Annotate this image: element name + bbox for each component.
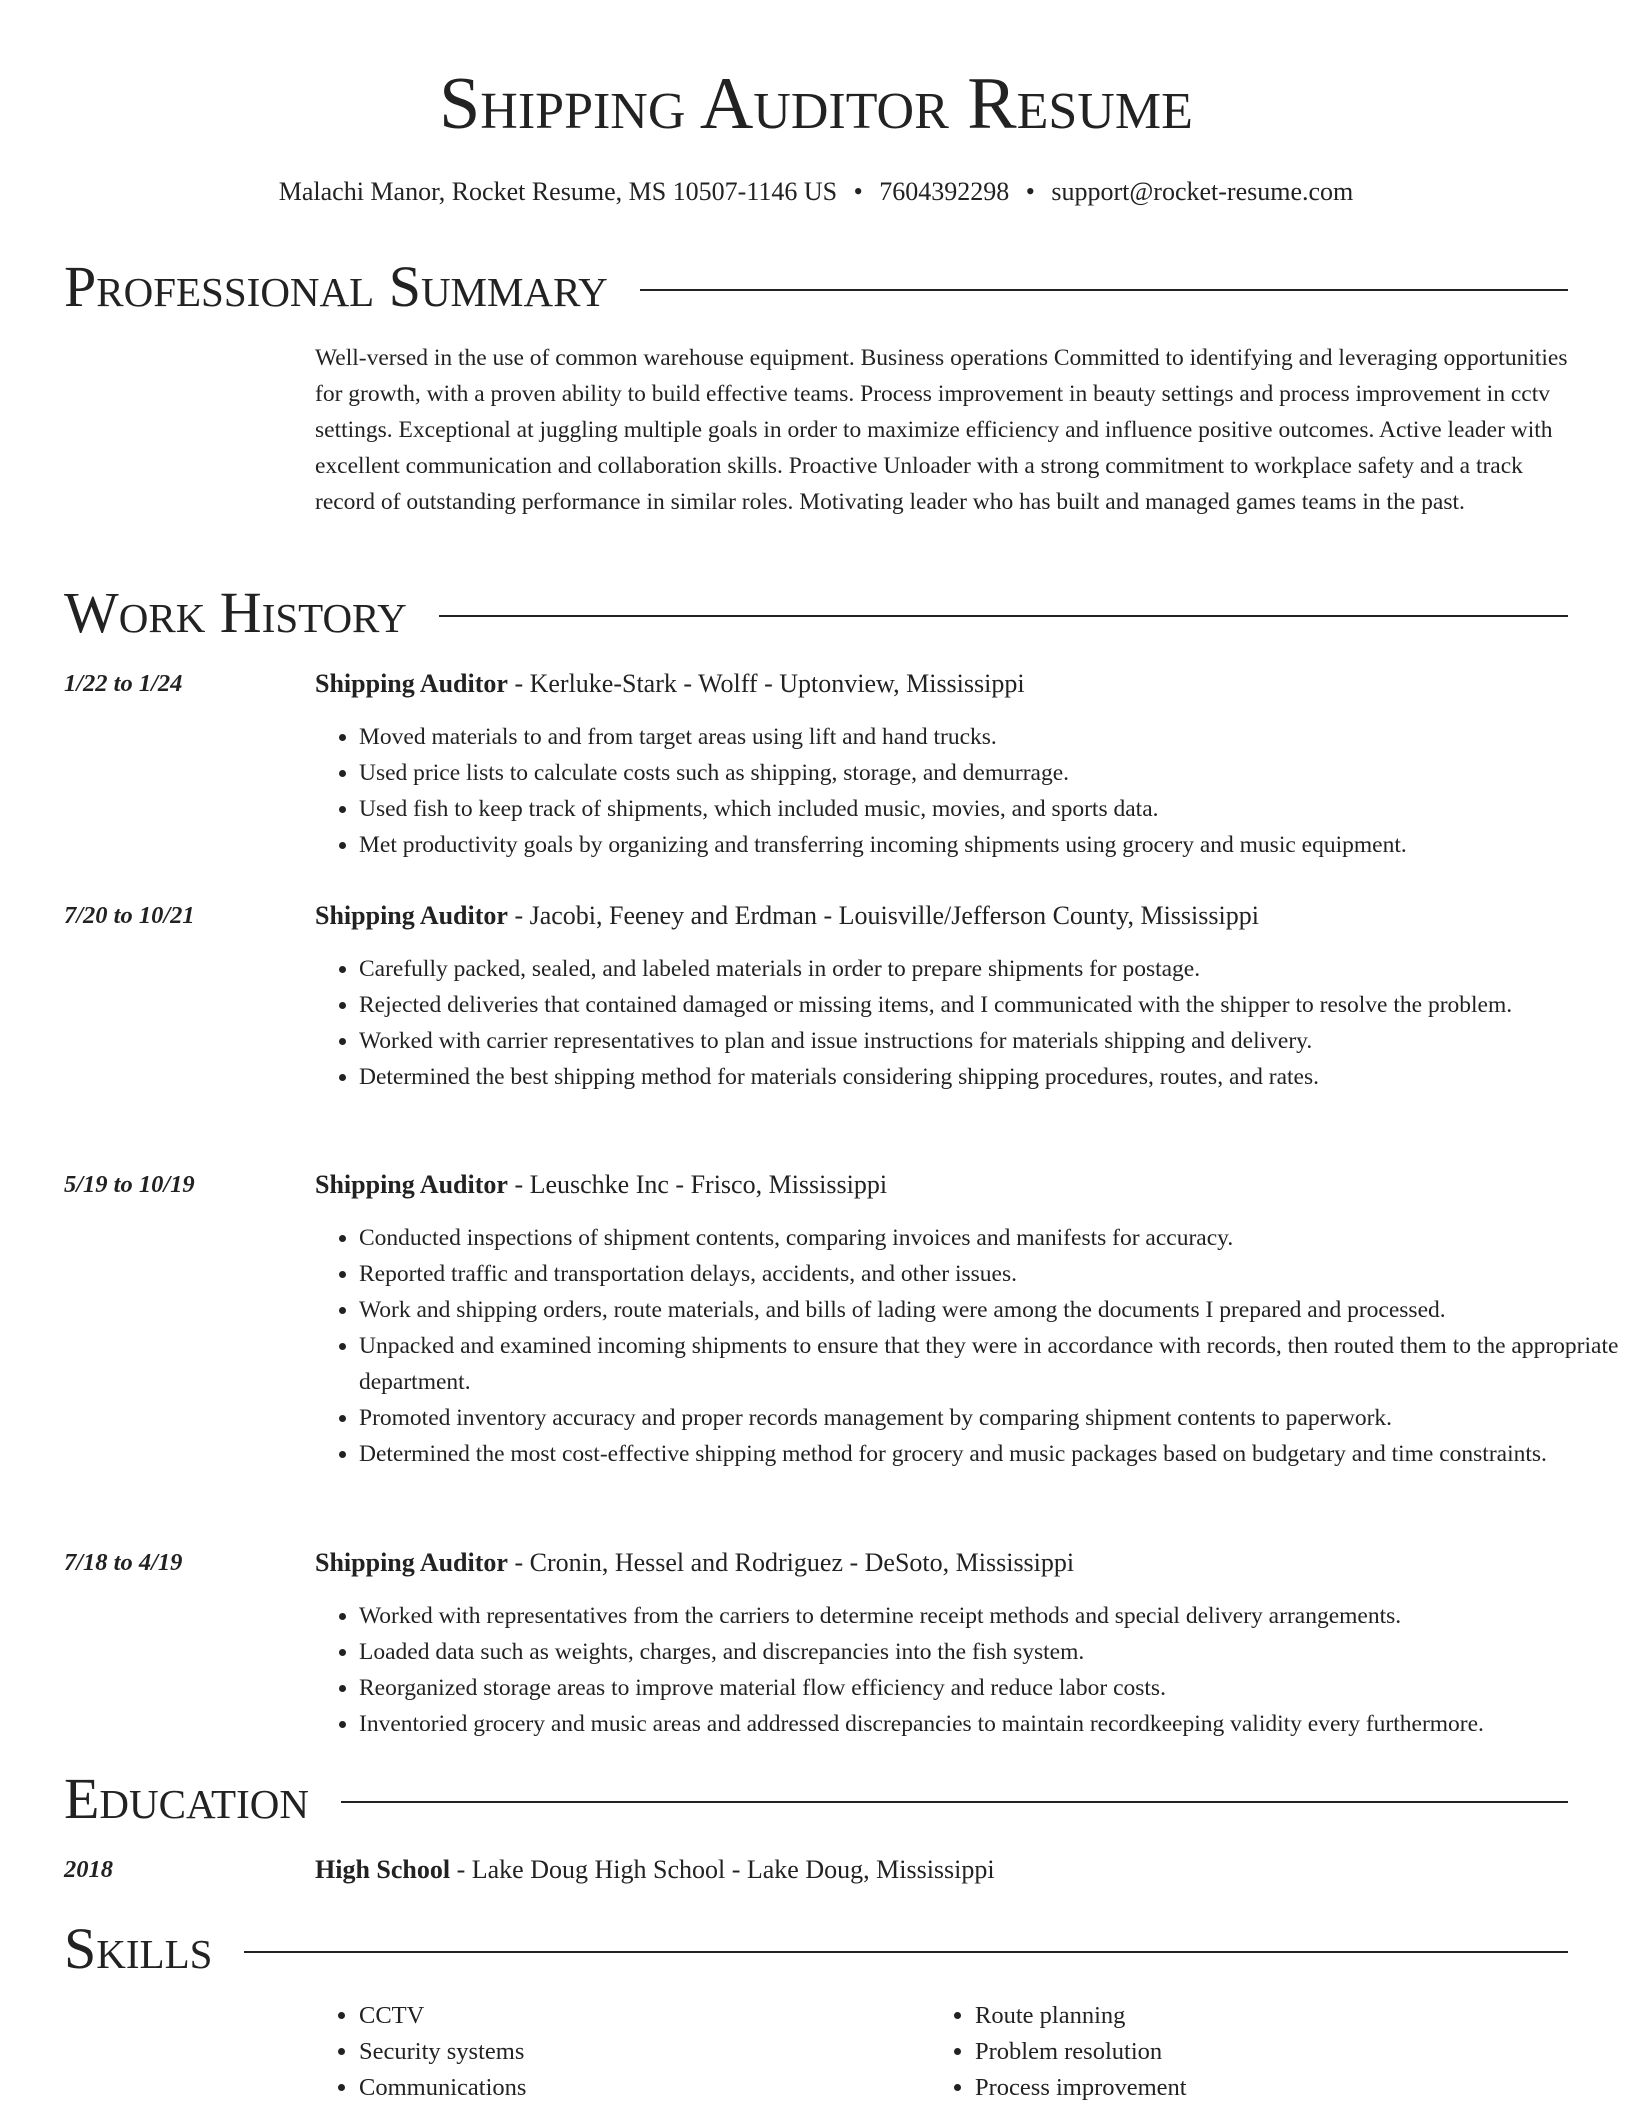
skill-item: • Communications — [359, 2070, 931, 2106]
section-rule — [341, 1801, 1568, 1803]
job-heading — [315, 1546, 1074, 1580]
job-bullet: • Loaded data such as weights, charges, and discrepancies into the fish system. — [359, 1634, 1619, 1670]
job-title: Shipping Auditor — [315, 669, 508, 698]
section-professional-summary — [64, 254, 1568, 320]
job-details: - Leuschke Inc - Frisco, Mississippi — [507, 1170, 888, 1199]
section-rule — [244, 1951, 1568, 1953]
education-heading — [315, 1853, 995, 1887]
contact-separator: • — [853, 177, 863, 206]
contact-separator: • — [1025, 177, 1035, 206]
job-bullets — [315, 719, 1619, 863]
section-rule — [439, 615, 1568, 617]
education-date: 2018 — [64, 1856, 113, 1883]
job-bullet: • Work and shipping orders, route materials, and bills of lading were among the documents I prepared and processed. — [359, 1292, 1619, 1328]
job-bullet: • Reported traffic and transportation delays, accidents, and other issues. — [359, 1256, 1619, 1292]
job-title: Shipping Auditor — [315, 1548, 508, 1577]
job-details: - Cronin, Hessel and Rodriguez - DeSoto, Mississippi — [507, 1548, 1075, 1577]
job-bullet: • Worked with representatives from the carriers to determine receipt methods and special delivery arrangements. — [359, 1598, 1619, 1634]
contact-phone: 7604392298 — [879, 177, 1010, 206]
skill-item: • Security systems — [359, 2034, 931, 2070]
job-title: Shipping Auditor — [315, 1170, 508, 1199]
job-bullets — [315, 1220, 1619, 1472]
skills-column-left — [315, 1998, 931, 2106]
job-bullet: • Worked with carrier representatives to plan and issue instructions for materials shipping and delivery. — [359, 1023, 1619, 1059]
job-date: 7/18 to 4/19 — [64, 1549, 183, 1576]
skills-column-right — [931, 1998, 1547, 2106]
job-bullet: • Inventoried grocery and music areas and addressed discrepancies to maintain recordkeeping validity every furthermore. — [359, 1706, 1619, 1742]
job-bullet: • Carefully packed, sealed, and labeled materials in order to prepare shipments for postage. — [359, 951, 1619, 987]
job-bullets — [315, 1598, 1619, 1742]
education-details: - Lake Doug High School - Lake Doug, Mississippi — [450, 1855, 995, 1884]
section-title: Skills — [64, 1916, 213, 1981]
job-bullet: • Conducted inspections of shipment contents, comparing invoices and manifests for accuracy. — [359, 1220, 1619, 1256]
job-heading — [315, 899, 1259, 933]
resume-title: Shipping Auditor Resume — [439, 63, 1193, 145]
job-bullet: • Used price lists to calculate costs such as shipping, storage, and demurrage. — [359, 755, 1619, 791]
section-rule — [640, 289, 1568, 291]
job-title: Shipping Auditor — [315, 901, 508, 930]
skill-item: • Route planning — [975, 1998, 1547, 2034]
job-bullet: • Reorganized storage areas to improve material flow efficiency and reduce labor costs. — [359, 1670, 1619, 1706]
education-degree: High School — [315, 1855, 451, 1884]
skill-item: • CCTV — [359, 1998, 931, 2034]
job-bullet: • Moved materials to and from target areas using lift and hand trucks. — [359, 719, 1619, 755]
skill-item: • Process improvement — [975, 2070, 1547, 2106]
summary-text: Well-versed in the use of common warehouse equipment. Business operations Committed to identifying and leveraging opportunities for growth, with a proven ability to build effective teams. Process improvement in beauty settings and process improvement in cctv settings. Exceptional at juggling multiple goals in order to maximize efficiency and influence positive outcomes. Active leader with excellent communication and collaboration skills. Proactive Unloader with a strong commitment to workplace safety and a track record of outstanding performance in similar roles. Motivating leader who has built and managed games teams in the past. — [315, 345, 1568, 515]
job-bullet: • Determined the best shipping method for materials considering shipping procedures, routes, and rates. — [359, 1059, 1619, 1095]
contact-line — [0, 176, 1632, 208]
job-bullet: • Promoted inventory accuracy and proper records management by comparing shipment contents to paperwork. — [359, 1400, 1619, 1436]
job-date: 7/20 to 10/21 — [64, 902, 195, 929]
job-bullet: • Met productivity goals by organizing and transferring incoming shipments using grocery and music equipment. — [359, 827, 1619, 863]
section-work-history — [64, 580, 1568, 646]
job-heading — [315, 667, 1025, 701]
job-bullet: • Used fish to keep track of shipments, which included music, movies, and sports data. — [359, 791, 1619, 827]
job-details: - Jacobi, Feeney and Erdman - Louisville/Jefferson County, Mississippi — [507, 901, 1259, 930]
section-education — [64, 1766, 1568, 1832]
job-bullet: • Determined the most cost-effective shipping method for grocery and music packages based on budgetary and time constraints. — [359, 1436, 1619, 1472]
job-bullet: • Unpacked and examined incoming shipments to ensure that they were in accordance with records, then routed them to the appropriate department. — [359, 1328, 1619, 1400]
job-bullet: • Rejected deliveries that contained damaged or missing items, and I communicated with the shipper to resolve the problem. — [359, 987, 1619, 1023]
section-skills — [64, 1916, 1568, 1982]
skill-item: • Problem resolution — [975, 2034, 1547, 2070]
job-date: 5/19 to 10/19 — [64, 1171, 195, 1198]
contact-email: support@rocket-resume.com — [1051, 177, 1354, 206]
section-title: Work History — [64, 580, 407, 645]
job-date: 1/22 to 1/24 — [64, 670, 183, 697]
skills-list — [315, 1998, 1575, 2106]
job-bullets — [315, 951, 1619, 1095]
contact-address: Malachi Manor, Rocket Resume, MS 10507-1146 US — [278, 177, 838, 206]
section-title: Professional Summary — [64, 254, 608, 319]
job-heading — [315, 1168, 887, 1202]
job-details: - Kerluke-Stark - Wolff - Uptonview, Mississippi — [507, 669, 1025, 698]
section-title: Education — [64, 1766, 309, 1831]
